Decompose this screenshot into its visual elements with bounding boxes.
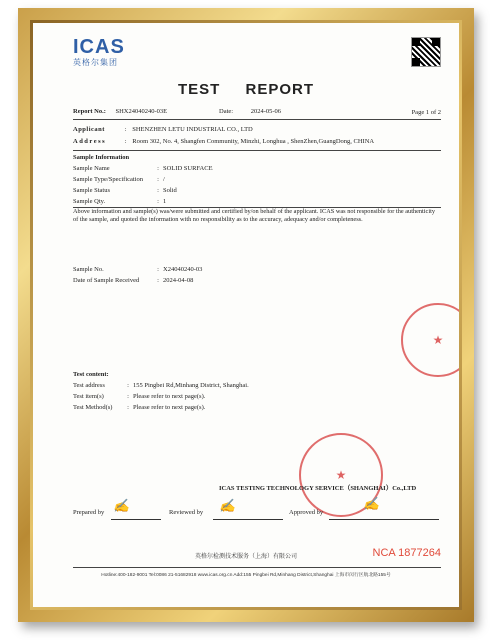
test-items-value: Please refer to next page(s). — [133, 393, 206, 400]
sample-info-heading: Sample Information — [73, 154, 130, 161]
page-number: Page 1 of 2 — [411, 109, 441, 116]
sample-name-value: SOLID SURFACE — [163, 165, 213, 172]
sample-status-value: Solid — [163, 187, 177, 194]
date-label: Date: — [219, 108, 234, 115]
test-content-heading: Test content: — [73, 371, 109, 378]
prepared-by-label: Prepared by — [73, 509, 105, 516]
logo-subtext: 英格尔集团 — [73, 58, 118, 67]
signature-line — [329, 519, 439, 520]
test-items-label: Test item(s) — [73, 393, 104, 400]
prepared-signature-icon: ✍ — [113, 499, 130, 514]
sample-row: Sample Name : SOLID SURFACE — [73, 165, 213, 172]
sample-type-value: / — [163, 176, 165, 183]
sample-name-label: Sample Name — [73, 165, 110, 172]
company-name: ICAS TESTING TECHNOLOGY SERVICE（SHANGHAI）Co.,LTD — [219, 485, 417, 492]
date-value: 2024-05-06 — [250, 108, 282, 115]
test-methods-value: Please refer to next page(s). — [133, 404, 206, 411]
applicant-label: Applicant — [73, 126, 105, 133]
sample-no-label: Sample No. — [73, 266, 104, 273]
frame-inner — [30, 20, 462, 610]
approved-signature-icon: ✍ — [363, 497, 380, 512]
report-no-label: Report No.: — [73, 108, 106, 115]
test-address-value: 155 Pingbei Rd,Minhang District, Shanghai. — [133, 382, 249, 389]
footer-contact: Hotline:400-182-9001 Tel:0086 21-51682918 www.icas.org.cn Add:155 Pingbei Rd,Minhang District,Shanghai 上海市闵行区航北路155号 — [101, 573, 391, 578]
footer-company-cn: 英格尔检测技术服务（上海）有限公司 — [194, 553, 297, 560]
approved-by-label: Approved by — [289, 509, 324, 516]
test-address-label: Test address — [73, 382, 105, 389]
address-label: Address — [73, 138, 107, 145]
date-row — [219, 108, 281, 115]
disclaimer-text: Above information and sample(s) was/were submitted and certified by/on behalf of the applicant. ICAS was not responsible for the authenticity of the sample, and quoted the information with no responsibility as to the accuracy, adequacy and/or completeness. — [73, 208, 435, 223]
date-received-row: Date of Sample Received : 2024-04-08 — [73, 277, 194, 284]
applicant-row: Applicant : SHENZHEN LETU INDUSTRIAL CO., LTD — [73, 126, 253, 133]
gold-frame — [18, 8, 474, 622]
report-no-value: SHX24040240-03E — [115, 108, 168, 115]
sample-no-value: X24040240-03 — [163, 266, 203, 273]
date-received-value: 2024-04-08 — [163, 277, 194, 284]
signature-line — [213, 519, 283, 520]
test-row: Test address : 155 Pingbei Rd,Minhang District, Shanghai. — [73, 382, 249, 389]
divider — [73, 150, 441, 151]
applicant-value: SHENZHEN LETU INDUSTRIAL CO., LTD — [132, 126, 253, 133]
title-word-1: TEST — [177, 81, 221, 98]
reviewed-by-label: Reviewed by — [169, 509, 204, 516]
red-seal-stamp: ★ — [401, 303, 459, 377]
sample-qty-label: Sample Qty. — [73, 198, 106, 205]
reviewed-signature-icon: ✍ — [219, 499, 236, 514]
signature-line — [111, 519, 161, 520]
page-title — [33, 81, 459, 98]
sample-row: Sample Type/Specification : / — [73, 176, 165, 183]
sample-row: Sample Qty. : 1 — [73, 198, 167, 205]
test-methods-label: Test Method(s) — [73, 404, 113, 411]
address-value: Room 302, No. 4, Shangfen Community, Minzhi, Longhua , ShenZhen,GuangDong, CHINA — [132, 138, 375, 145]
divider — [73, 567, 441, 568]
title-word-2: REPORT — [245, 81, 315, 98]
test-row: Test item(s) : Please refer to next page(s). — [73, 393, 206, 400]
sample-no-row: Sample No. : X24040240-03 — [73, 266, 203, 273]
certificate-paper — [33, 23, 459, 607]
date-received-label: Date of Sample Received — [73, 277, 140, 284]
report-no-row — [73, 108, 167, 115]
sample-type-label: Sample Type/Specification — [73, 176, 144, 183]
test-row: Test Method(s) : Please refer to next page(s). — [73, 404, 206, 411]
qr-code-icon — [411, 37, 441, 67]
nca-number: NCA 1877264 — [372, 547, 441, 559]
sample-qty-value: 1 — [163, 198, 167, 205]
divider — [73, 119, 441, 120]
logo-text: ICAS — [73, 36, 125, 58]
sample-status-label: Sample Status — [73, 187, 111, 194]
address-row: Address : Room 302, No. 4, Shangfen Community, Minzhi, Longhua , ShenZhen,GuangDong, CHINA — [73, 138, 375, 145]
sample-row: Sample Status : Solid — [73, 187, 177, 194]
icas-logo — [73, 37, 125, 68]
red-seal-stamp: ★ — [299, 433, 383, 517]
